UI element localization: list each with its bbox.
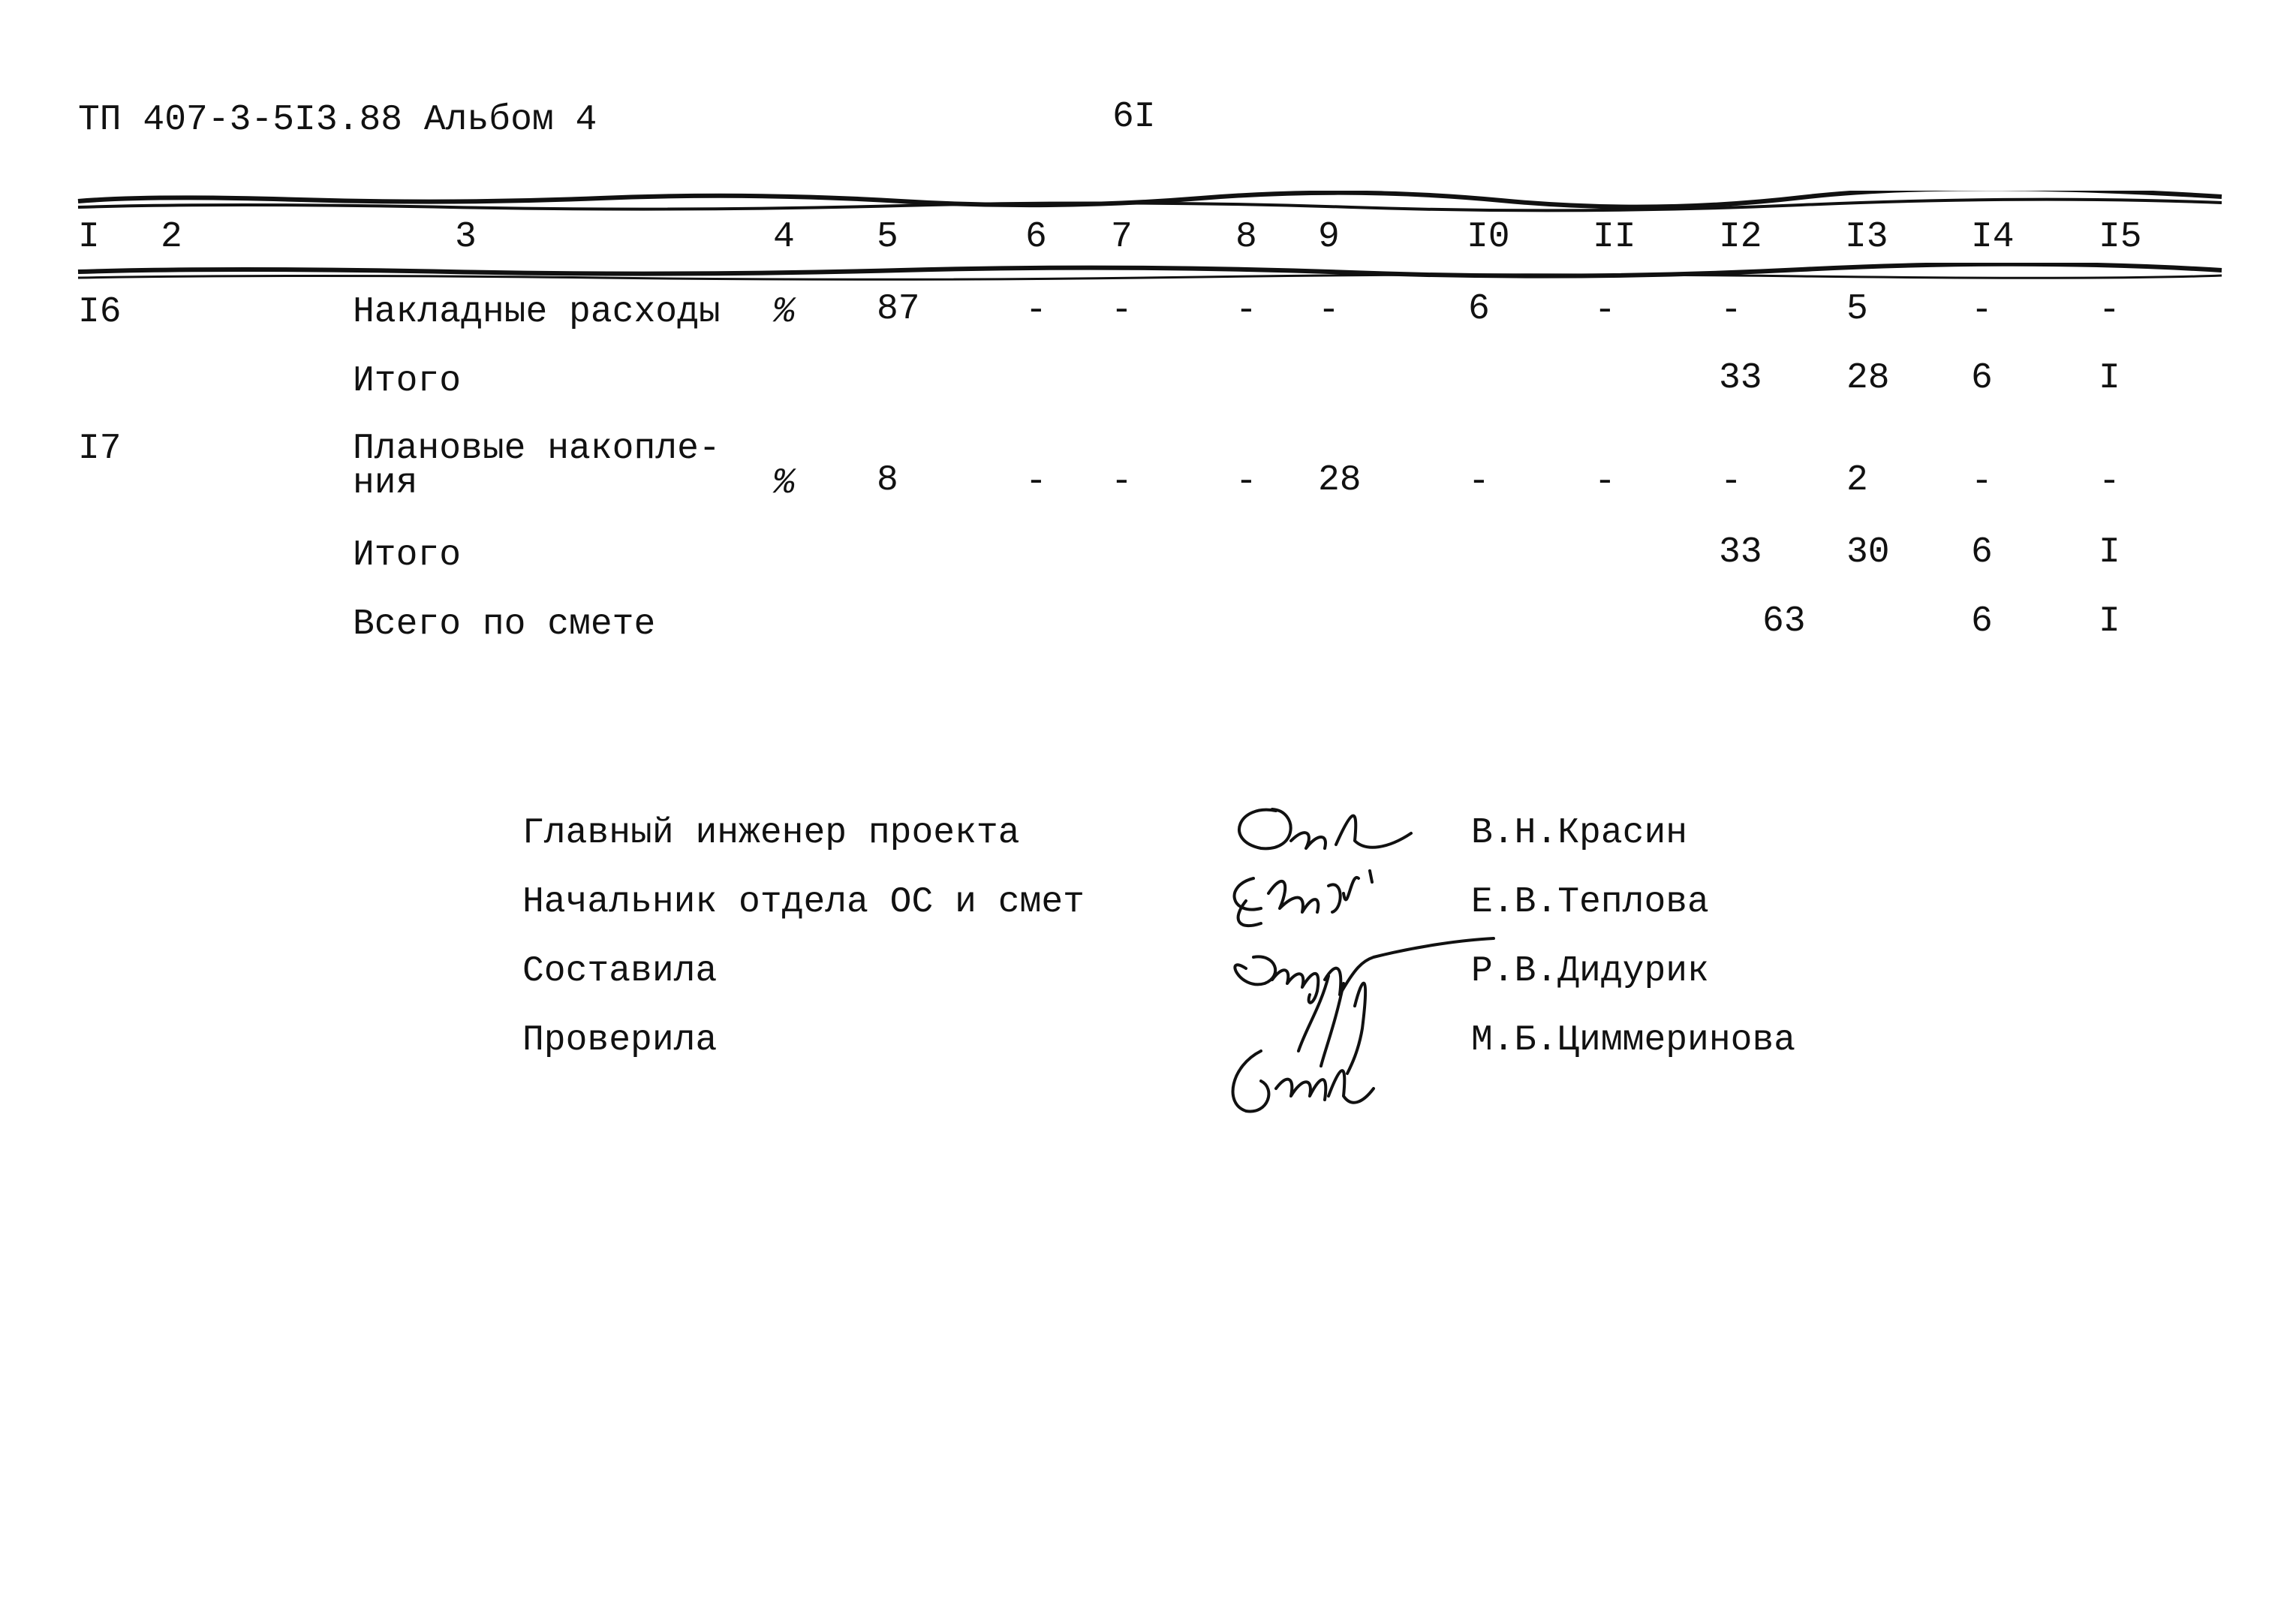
signatory-role: Составила [522, 951, 718, 992]
cell: 8 [877, 460, 898, 501]
signatory-role: Начальник отдела ОС и смет [522, 882, 1085, 923]
cell: 33 [1719, 358, 1762, 399]
signatory-role: Проверила [522, 1020, 718, 1061]
cell: - [1720, 462, 1742, 502]
row-name: Итого [353, 361, 462, 402]
column-number: 6 [1025, 217, 1047, 257]
page-number: 6I [1112, 97, 1156, 137]
signatory-name: Р.В.Дидурик [1471, 951, 1709, 992]
row-number: I6 [78, 292, 122, 333]
signatory-name: М.Б.Циммеринова [1471, 1020, 1796, 1061]
column-number: I4 [1971, 217, 2015, 257]
cell: 5 [1846, 289, 1868, 330]
column-number: 8 [1235, 217, 1257, 257]
cell: 28 [1846, 358, 1890, 399]
cell: 87 [877, 289, 920, 330]
cell: 30 [1846, 532, 1890, 573]
row-name: Всего по смете [353, 604, 656, 645]
cell: - [1025, 291, 1047, 331]
cell: 6 [1971, 358, 1993, 399]
column-number: 7 [1111, 217, 1133, 257]
column-number: I [78, 217, 100, 257]
row-unit: % [773, 463, 795, 504]
signatory-role: Главный инженер проекта [522, 813, 1020, 854]
cell: - [1971, 291, 1993, 331]
cell: - [1720, 291, 1742, 331]
cell: - [1971, 462, 1993, 502]
cell: - [1318, 291, 1340, 331]
cell: - [1594, 462, 1616, 502]
cell: - [1235, 291, 1257, 331]
column-number: 4 [773, 217, 795, 257]
column-number: II [1593, 217, 1636, 257]
handwritten-signatures-icon [1193, 781, 1509, 1134]
column-number: I5 [2099, 217, 2142, 257]
row-name: Итого [353, 535, 462, 576]
cell: - [1235, 462, 1257, 502]
column-number: 5 [877, 217, 898, 257]
cell: 63 [1762, 601, 1806, 642]
cell: - [1111, 291, 1133, 331]
cell: I [2099, 358, 2120, 399]
column-number: 2 [161, 217, 182, 257]
cell: 6 [1971, 532, 1993, 573]
cell: 6 [1971, 601, 1993, 642]
header-bottom-rule [0, 263, 2296, 285]
cell: - [1111, 462, 1133, 502]
cell: I [2099, 532, 2120, 573]
column-number: I0 [1467, 217, 1510, 257]
top-table-rule [0, 191, 2296, 213]
cell: - [1468, 462, 1490, 502]
row-unit: % [773, 292, 795, 333]
column-number: 9 [1318, 217, 1340, 257]
column-number: I2 [1719, 217, 1762, 257]
cell: - [1594, 291, 1616, 331]
cell: 6 [1468, 289, 1490, 330]
row-number: I7 [78, 429, 122, 469]
row-name-line1: Плановые накопле- [353, 429, 721, 469]
cell: 2 [1846, 460, 1868, 501]
column-number: I3 [1845, 217, 1888, 257]
column-number: 3 [455, 217, 477, 257]
row-name-line2: ния [353, 463, 418, 504]
cell: 28 [1318, 460, 1362, 501]
document-reference: ТП 407-3-5I3.88 Альбом 4 [78, 100, 597, 140]
cell: 33 [1719, 532, 1762, 573]
signatory-name: В.Н.Красин [1471, 813, 1688, 854]
cell: - [2099, 291, 2120, 331]
cell: - [1025, 462, 1047, 502]
row-name: Накладные расходы [353, 292, 721, 333]
cell: - [2099, 462, 2120, 502]
cell: I [2099, 601, 2120, 642]
signatory-name: Е.В.Теплова [1471, 882, 1709, 923]
